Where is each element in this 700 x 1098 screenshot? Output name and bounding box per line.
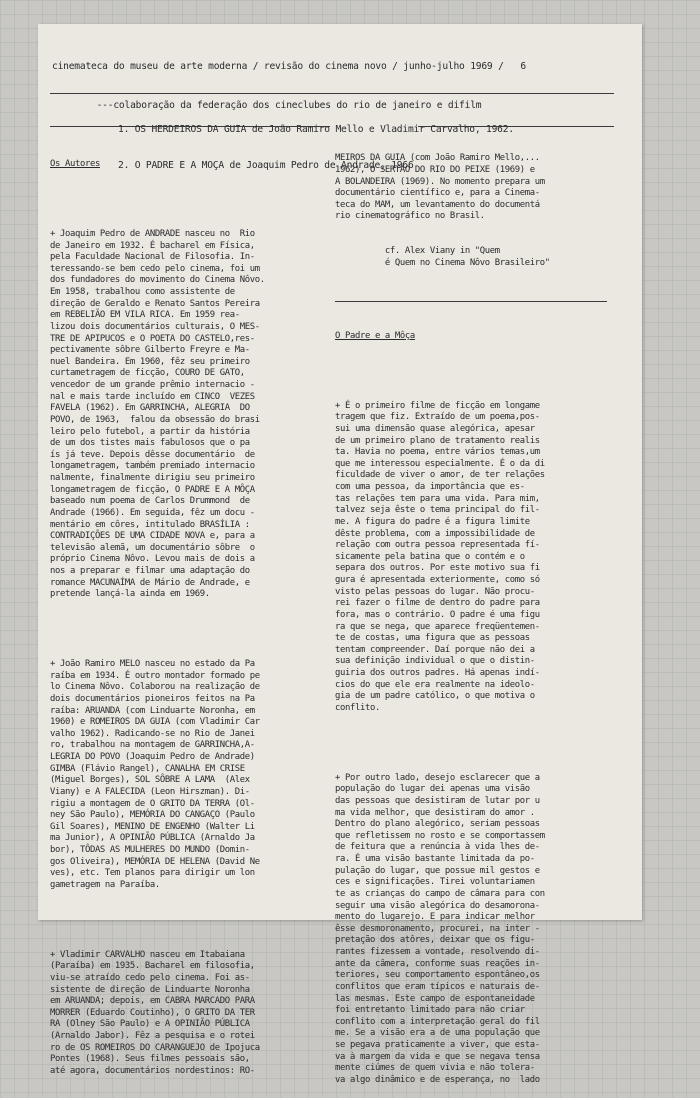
text-line: de feitura que a renúncia à vida lhes de- xyxy=(335,842,540,853)
spacer xyxy=(335,738,611,750)
text-line: MORRER (Eduardo Coutinho), O GRITO DA TER xyxy=(50,1007,255,1018)
text-line: bor), TÔDAS AS MULHERES DO MUNDO (Domin- xyxy=(50,845,250,856)
text-line: + Por outro lado, desejo esclarecer que a xyxy=(335,772,540,783)
text-line: va algo dinâmico e de esperança, no lado xyxy=(335,1074,540,1085)
text-line: longametragem de ficção, O PADRE E A MÔÇA xyxy=(50,484,255,495)
bio-carvalho-continued xyxy=(335,153,611,223)
text-line: GIMBA (Flávio Rangel), CANALHA EM CRISE xyxy=(50,763,245,774)
text-line: raíba: ARUANDA (com Linduarte Noronha, em xyxy=(50,705,255,716)
text-line: êsse desmoronamento, procurei, na inter - xyxy=(335,923,540,934)
text-line: teriores, seu comportamento espontâneo,os xyxy=(335,970,540,981)
text-line: dois documentários pioneiros feitos na Pa xyxy=(50,693,255,704)
text-line: ra. É uma visão bastante limitada da po- xyxy=(335,854,535,865)
text-line: gos Oliveira), MEMÓRIA DE HELENA (David Ne xyxy=(50,856,260,867)
header-line-1: cinemateca do museu de arte moderna / revisão do cinema novo / junho-julho 1969 / 6 xyxy=(52,61,526,72)
text-line: Dentro do plano alegórico, seriam pessoas xyxy=(335,819,540,830)
text-line: pretende lançá-la ainda em 1969. xyxy=(50,589,210,600)
text-line: Pontes (1968). Seus filmes pessoais são, xyxy=(50,1054,250,1065)
text-line: se pegava praticamente a viver, que esta- xyxy=(335,1040,540,1051)
text-line: mento do lugarejo. E para indicar melhor xyxy=(335,912,535,923)
text-line: te as crianças do campo de câmara para con xyxy=(335,888,545,899)
text-line: sistente de direção de Linduarte Noronha xyxy=(50,984,250,995)
text-line: de Janeiro em 1932. É bacharel em Física, xyxy=(50,240,255,251)
text-line: Em 1958, trabalhou como assistente de xyxy=(50,287,235,298)
essay-paragraph-2 xyxy=(335,773,611,1087)
text-line: + É o primeiro filme de ficção em longame xyxy=(335,400,540,411)
text-line: sicamente pela batina que o contém e o xyxy=(335,551,525,562)
text-line: lo Cinema Nôvo. Colaborou na realização de xyxy=(50,682,260,693)
text-line: conflito. xyxy=(335,702,380,713)
text-line: 1962), O SERTÃO DO RIO DO PEIXE (1969) e xyxy=(335,164,535,175)
text-line: ves), etc. Tem planos para dirigir um lon xyxy=(50,868,255,879)
text-line: com uma pessoa, da importância que es- xyxy=(335,482,525,493)
text-line: gia de um padre católico, o que motiva o xyxy=(335,691,535,702)
text-line: seguir uma visão alegórica do desamorona- xyxy=(335,900,540,911)
text-line: ficuldade de viver o amor, de ter relações xyxy=(335,470,545,481)
film-item: 2. O PADRE E A MOÇA de Joaquim Pedro de Andrade, 1966 xyxy=(118,160,414,171)
text-line: me. A figura do padre é a figura limite xyxy=(335,516,530,527)
text-line: população do lugar dei apenas uma visão xyxy=(335,784,530,795)
text-line: LEGRIA DO POVO (Joaquim Pedro de Andrade) xyxy=(50,752,255,763)
bio-melo xyxy=(50,659,325,892)
section-title-padre: O Padre e a Môça xyxy=(335,331,415,341)
text-line: foi entretanto limitado para não criar xyxy=(335,1005,525,1016)
film-item: 1. OS HERDEIROS DA GUIA de João Ramiro Mello e Vladimir Carvalho, 1962. xyxy=(118,124,514,135)
text-line: vencedor de um grande prêmio internacio - xyxy=(50,380,255,391)
text-line: rei fazer o filme de dentro do padre para xyxy=(335,598,540,609)
header-line-2: ---colaboração da federação dos cineclubes do rio de janeiro e difilm xyxy=(52,100,482,111)
text-line: romance MACUNAÍMA de Mário de Andrade, e xyxy=(50,577,250,588)
text-line: Andrade (1966). Em seguida, fêz um docu - xyxy=(50,507,255,518)
text-line: tragem que fiz. Extraído de um poema,pos- xyxy=(335,412,540,423)
text-line: pretação dos atôres, deixar que os figu- xyxy=(335,935,535,946)
text-line: las mesmas. Este campo de espontaneidade xyxy=(335,993,535,1004)
spacer xyxy=(335,366,611,378)
text-line: tentam compreender. Daí porque não dei a xyxy=(335,644,535,655)
text-line: cf. Alex Viany in "Quem xyxy=(335,246,500,257)
text-line: nos a preparar e filmar uma adaptação do xyxy=(50,566,250,577)
text-line: FAVELA (1962). Em GARRINCHA, ALEGRIA DO xyxy=(50,403,250,414)
text-line: de um dos tistes mais fabulosos que o pa xyxy=(50,438,250,449)
text-line: conflito com a interpretação geral do fil xyxy=(335,1016,540,1027)
spacer xyxy=(50,915,325,927)
header-rule xyxy=(50,93,614,94)
spacer xyxy=(50,194,325,206)
films-rule-right xyxy=(418,126,614,127)
text-line: dos fundadores do movimento do Cinema Nôvo. xyxy=(50,275,265,286)
text-line: ante da câmera, conforme suas reações in- xyxy=(335,958,540,969)
section-title-autores: Os Autores xyxy=(50,159,100,170)
text-line: gametragem na Paraíba. xyxy=(50,879,160,890)
essay-paragraph-1 xyxy=(335,401,611,715)
text-line: que refletissem no rosto e se comportassem xyxy=(335,830,545,841)
text-line: relação com outra pessoa representada fí- xyxy=(335,540,540,551)
text-line: + Vladimir CARVALHO nasceu em Itabaiana xyxy=(50,949,245,960)
text-line: rantes fizessem a vontade, resolvendo di- xyxy=(335,947,540,958)
text-line: em ARUANDA; depois, em CABRA MARCADO PARA xyxy=(50,996,255,1007)
text-line: gura é apresentada exteriormente, como só xyxy=(335,575,540,586)
text-line: ces e significações. Tirei voluntariamen xyxy=(335,877,535,888)
text-line: ra que se nega, que aparece freqüentemen- xyxy=(335,621,540,632)
text-line: pela Faculdade Nacional de Filosofia. In- xyxy=(50,252,255,263)
left-column xyxy=(50,136,325,1089)
text-line: das pessoas que desistiram de lutar por u xyxy=(335,795,540,806)
text-line: visto pelas pessoas do lugar. Não procu- xyxy=(335,586,535,597)
text-line: (Paraíba) em 1935. Bacharel em filosofia, xyxy=(50,961,255,972)
text-line: direção de Geraldo e Renato Santos Pereira xyxy=(50,298,260,309)
text-line: RA (Olney São Paulo) e A OPINIÃO PÚBLICA xyxy=(50,1019,250,1030)
text-line: te de costas, uma figura que as pessoas xyxy=(335,633,530,644)
text-line: ma vida melhor, que desistiram do amor . xyxy=(335,807,535,818)
text-line: curtametragem de ficção, COURO DE GATO, xyxy=(50,368,245,379)
text-line: separa dos outros. Por este motivo sua fi xyxy=(335,563,540,574)
text-line: longametragem, também premiado internacio xyxy=(50,461,255,472)
text-line: (Arnaldo Jabor). Fêz a pesquisa e o rotei xyxy=(50,1031,255,1042)
text-line: pulação do lugar, que possue mil gestos e xyxy=(335,865,540,876)
text-line: ís já teve. Depois dêsse documentário de xyxy=(50,449,255,460)
text-line: (Miguel Borges), SOL SÔBRE A LAMA (Alex xyxy=(50,775,250,786)
text-line: viu-se atraído cedo pelo cinema. Foi as- xyxy=(50,972,250,983)
text-line: sua definição individual o que o distin- xyxy=(335,656,535,667)
films-rule-left xyxy=(50,126,330,127)
text-line: tas relações tem para uma vida. Para mim, xyxy=(335,493,540,504)
bio-carvalho xyxy=(50,950,325,1078)
text-line: documentário científico e, para a Cinema- xyxy=(335,188,540,199)
bio-andrade xyxy=(50,229,325,601)
text-line: rigiu a montagem de O GRITO DA TERRA (Ol- xyxy=(50,798,255,809)
text-line: teressando-se bem cedo pelo cinema, foi um xyxy=(50,263,260,274)
text-line: + João Ramiro MELO nasceu no estado da Pa xyxy=(50,659,255,670)
text-line: Gil Soares), MENINO DE ENGENHO (Walter Li xyxy=(50,821,255,832)
text-line: ma Junior), A OPINIÃO PÚBLICA (Arnaldo Ja xyxy=(50,833,255,844)
text-line: 1960) e ROMEIROS DA GUIA (com Vladimir Car xyxy=(50,717,260,728)
text-line: rio cinematográfico no Brasil. xyxy=(335,211,485,222)
text-line: valho 1962). Radicando-se no Rio de Janei xyxy=(50,728,255,739)
text-line: talvez seja êste o tema principal do fil- xyxy=(335,505,540,516)
text-line: dêste problema, com a impossibilidade de xyxy=(335,528,535,539)
text-line: ta. Havia no poema, entre vários temas,um xyxy=(335,447,540,458)
text-line: CONTRADIÇÕES DE UMA CIDADE NOVA e, para a xyxy=(50,531,255,542)
text-line: teca do MAM, um levantamento do documentá xyxy=(335,199,540,210)
text-line: é Quem no Cinema Nôvo Brasileiro" xyxy=(335,257,550,268)
text-line: nuel Bandeira. Em 1960, fêz seu primeiro xyxy=(50,356,250,367)
text-line: cios do que ele era realmente na ideolo- xyxy=(335,679,535,690)
text-line: MEIROS DA GUIA (com João Ramiro Mello,... xyxy=(335,153,540,164)
text-line: mente ciúmes de quem vivia e não tolera- xyxy=(335,1063,535,1074)
text-line: ney São Paulo), MEMÓRIA DO CANGAÇO (Paulo xyxy=(50,810,255,821)
text-line: fora, mas o contrário. O padre é uma figu xyxy=(335,609,540,620)
text-line: va à margem da vida e que se negava tensa xyxy=(335,1051,540,1062)
citation xyxy=(335,246,611,269)
text-line: mentário em côres, intitulado BRASÍLIA : xyxy=(50,519,250,530)
text-line: me. Se a visão era a de uma população que xyxy=(335,1028,540,1039)
text-line: televisão alemã, um documentário sôbre o xyxy=(50,542,255,553)
text-line: Viany) e A FALECIDA (Leon Hirszman). Di- xyxy=(50,786,250,797)
text-line: TRE DE APIPUCOS e O POETA DO CASTELO,res- xyxy=(50,333,255,344)
text-line: ro de OS ROMEIROS DO CARANGUEJO de Ipojuca xyxy=(50,1042,260,1053)
text-line: que me interessou especialmente. É o da di xyxy=(335,458,545,469)
text-line: próprio Cinema Nôvo. Levou mais de dois a xyxy=(50,554,255,565)
text-line: leiro pelo futebol, a partir da história xyxy=(50,426,250,437)
text-line: lizou dois documentários culturais, O MES- xyxy=(50,321,260,332)
text-line: em REBELIÃO EM VILA RICA. Em 1959 rea- xyxy=(50,310,240,321)
text-line: sui uma dimensão quase alegórica, apesar xyxy=(335,423,535,434)
text-line: nal e mais tarde incluído em CINCO VEZES xyxy=(50,391,255,402)
spacer xyxy=(50,624,325,636)
text-line: ro, trabalhou na montagem de GARRINCHA,A- xyxy=(50,740,255,751)
text-line: de um primeiro plano de tratamento realis xyxy=(335,435,540,446)
text-line: A BOLANDEIRA (1969). No momento prepara um xyxy=(335,176,545,187)
text-line: raíba em 1934. É outro montador formado pe xyxy=(50,670,260,681)
text-line: até agora, documentários nordestinos: RO- xyxy=(50,1065,255,1076)
text-line: pectivamente sôbre Gilberto Freyre e Ma- xyxy=(50,345,250,356)
text-line: baseado num poema de Carlos Drummond de xyxy=(50,496,250,507)
right-section-rule xyxy=(335,301,607,302)
text-line: + Joaquim Pedro de ANDRADE nasceu no Rio xyxy=(50,228,255,239)
text-line: POVO, de 1963, falou da obsessão do brasi xyxy=(50,414,260,425)
text-line: guiria dos outros padres. Há apenas indí- xyxy=(335,668,540,679)
text-line: conflitos que eram típicos e naturais de- xyxy=(335,981,540,992)
text-line: nalmente, finalmente dirigiu seu primeiro xyxy=(50,473,255,484)
